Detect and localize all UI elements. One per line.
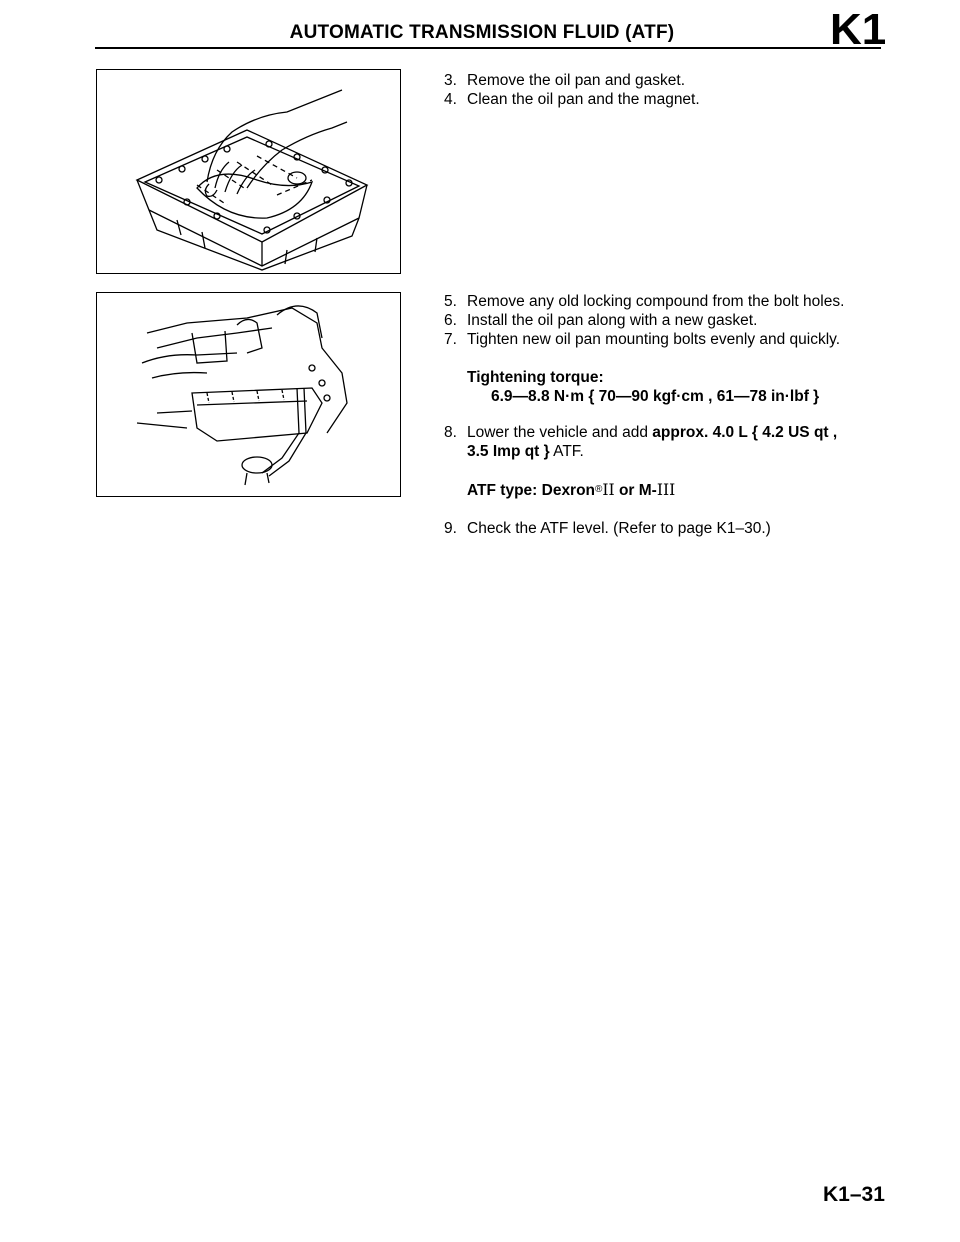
step-number: 4.	[444, 91, 457, 108]
step-7	[444, 330, 844, 349]
step-text: Tighten new oil pan mounting bolts evenly and quickly.	[467, 331, 841, 348]
torque-label: Tightening torque:	[467, 369, 604, 386]
step-8-line-1	[444, 423, 837, 442]
step-number: 9.	[444, 520, 457, 537]
header-divider	[95, 47, 881, 49]
step-text: Lower the vehicle and add	[467, 424, 653, 441]
step-text: Remove any old locking compound from the bolt holes.	[467, 293, 845, 310]
oil-pan-installation-illustration	[96, 292, 401, 497]
steps-group-1	[444, 71, 700, 109]
section-code: K1	[830, 5, 887, 54]
steps-group-2	[444, 292, 844, 349]
step-8	[444, 423, 837, 461]
step-number: 7.	[444, 331, 457, 348]
page-number: K1–31	[823, 1183, 885, 1206]
fluid-amount: approx. 4.0 L { 4.2 US qt ,	[652, 424, 838, 441]
step-9	[444, 519, 771, 538]
step-3	[444, 71, 700, 90]
step-number: 5.	[444, 293, 457, 310]
step-6	[444, 311, 844, 330]
step-text: Clean the oil pan and the magnet.	[467, 91, 700, 108]
registered-mark: ®	[595, 484, 603, 495]
page-title: AUTOMATIC TRANSMISSION FLUID (ATF)	[289, 22, 675, 43]
step-number: 8.	[444, 424, 457, 441]
atf-connector: or M-	[614, 482, 657, 499]
step-text-end: ATF.	[549, 443, 584, 460]
oil-pan-cleaning-illustration	[96, 69, 401, 274]
step-text: Check the ATF level. (Refer to page K1–30.)	[467, 520, 771, 537]
fluid-amount-imperial: 3.5 Imp qt }	[467, 443, 550, 460]
atf-grade-a: II	[602, 481, 615, 499]
step-text: Remove the oil pan and gasket.	[467, 72, 685, 89]
atf-grade-b: III	[656, 481, 676, 499]
step-number: 3.	[444, 72, 457, 89]
atf-type-note	[467, 481, 675, 500]
step-4	[444, 90, 700, 109]
step-9-line	[444, 519, 771, 538]
atf-type-label: ATF type: Dexron	[467, 482, 596, 499]
step-5	[444, 292, 844, 311]
step-8-line-2	[444, 442, 837, 461]
step-text: Install the oil pan along with a new gasket.	[467, 312, 758, 329]
step-number: 6.	[444, 312, 457, 329]
torque-value: 6.9—8.8 N·m { 70—90 kgf·cm , 61—78 in·lbf }	[491, 388, 820, 405]
